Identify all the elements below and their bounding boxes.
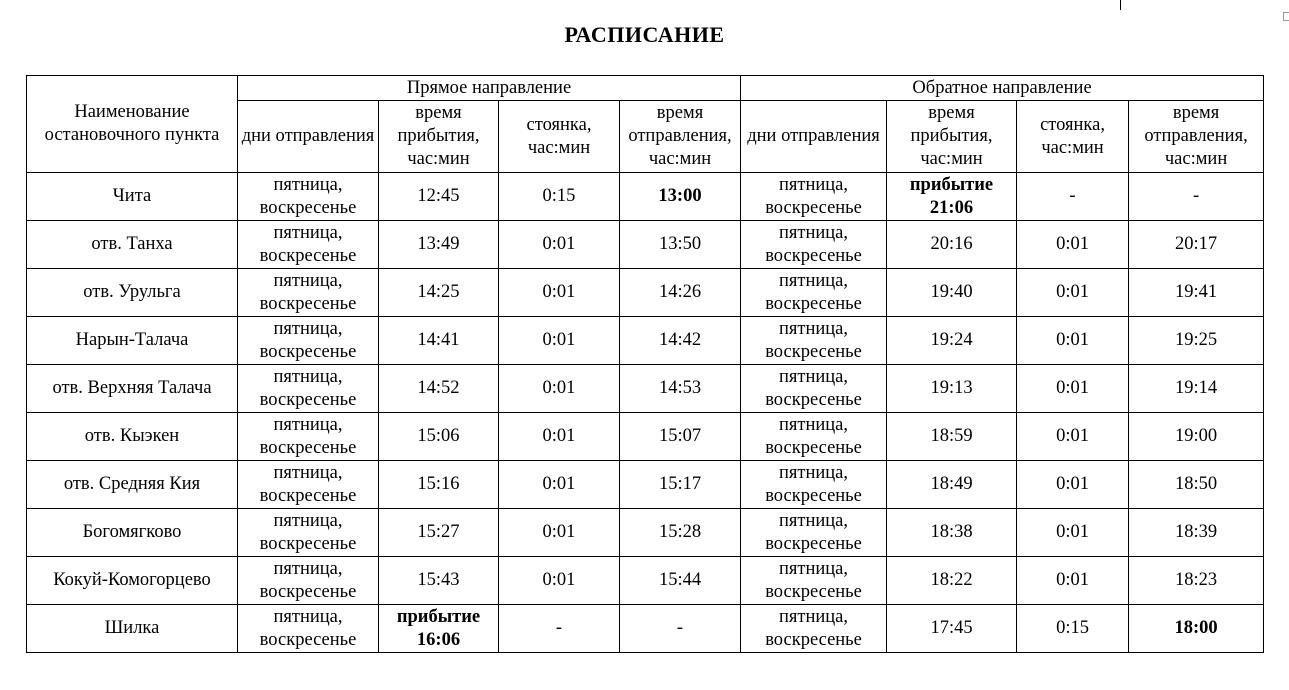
stop-name-cell: отв. Средняя Кия <box>27 461 238 509</box>
forward-arrival-cell: 14:25 <box>379 269 499 317</box>
backward-arrival-cell: 20:16 <box>887 221 1017 269</box>
backward-departure-cell: - <box>1129 173 1264 221</box>
table-row <box>27 509 1264 557</box>
backward-stop-cell: 0:01 <box>1017 365 1129 413</box>
stop-name-cell: Кокуй-Комогорцево <box>27 557 238 605</box>
backward-departure-cell: 19:25 <box>1129 317 1264 365</box>
backward-departure-cell: 18:23 <box>1129 557 1264 605</box>
forward-days-cell: пятница, воскресенье <box>238 461 379 509</box>
backward-arrival-cell: 17:45 <box>887 605 1017 653</box>
forward-arrival-cell: прибытие 16:06 <box>379 605 499 653</box>
forward-days-cell: пятница, воскресенье <box>238 413 379 461</box>
backward-days-cell: пятница, воскресенье <box>741 317 887 365</box>
backward-stop-cell: 0:01 <box>1017 461 1129 509</box>
forward-days-cell: пятница, воскресенье <box>238 365 379 413</box>
forward-days-cell: пятница, воскресенье <box>238 221 379 269</box>
backward-stop-cell: 0:01 <box>1017 557 1129 605</box>
backward-departure-cell: 18:39 <box>1129 509 1264 557</box>
backward-arrival-cell: 19:24 <box>887 317 1017 365</box>
backward-arrival-cell: 18:49 <box>887 461 1017 509</box>
backward-days-cell: пятница, воскресенье <box>741 173 887 221</box>
header-backward-direction: Обратное направление <box>741 76 1264 101</box>
backward-days-cell: пятница, воскресенье <box>741 269 887 317</box>
backward-days-cell: пятница, воскресенье <box>741 221 887 269</box>
table-row <box>27 221 1264 269</box>
forward-stop-cell: 0:01 <box>499 269 620 317</box>
header-backward-arrival: время прибытия, час:мин <box>887 101 1017 173</box>
forward-departure-cell: 14:26 <box>620 269 741 317</box>
table-row <box>27 173 1264 221</box>
forward-departure-cell: 15:17 <box>620 461 741 509</box>
forward-departure-cell: 15:28 <box>620 509 741 557</box>
header-backward-departure: время отправления, час:мин <box>1129 101 1264 173</box>
backward-days-cell: пятница, воскресенье <box>741 605 887 653</box>
header-forward-arrival: время прибытия, час:мин <box>379 101 499 173</box>
backward-arrival-cell: 18:38 <box>887 509 1017 557</box>
forward-arrival-cell: 14:41 <box>379 317 499 365</box>
backward-departure-cell: 18:50 <box>1129 461 1264 509</box>
forward-departure-cell: 15:07 <box>620 413 741 461</box>
stop-name-cell: Богомягково <box>27 509 238 557</box>
forward-stop-cell: 0:01 <box>499 461 620 509</box>
backward-days-cell: пятница, воскресенье <box>741 413 887 461</box>
forward-days-cell: пятница, воскресенье <box>238 557 379 605</box>
forward-days-cell: пятница, воскресенье <box>238 269 379 317</box>
header-stop-name: Наименование остановочного пункта <box>27 76 238 173</box>
forward-arrival-cell: 15:16 <box>379 461 499 509</box>
forward-stop-cell: 0:01 <box>499 509 620 557</box>
forward-stop-cell: 0:01 <box>499 317 620 365</box>
forward-departure-cell: 14:42 <box>620 317 741 365</box>
forward-stop-cell: 0:15 <box>499 173 620 221</box>
backward-days-cell: пятница, воскресенье <box>741 509 887 557</box>
backward-arrival-cell: 18:59 <box>887 413 1017 461</box>
table-row <box>27 269 1264 317</box>
backward-arrival-cell: 19:40 <box>887 269 1017 317</box>
backward-arrival-cell: 19:13 <box>887 365 1017 413</box>
header-forward-days: дни отправления <box>238 101 379 173</box>
forward-departure-cell: 13:00 <box>620 173 741 221</box>
page-title: РАСПИСАНИЕ <box>564 22 725 47</box>
backward-departure-cell: 19:14 <box>1129 365 1264 413</box>
stop-name-cell: Чита <box>27 173 238 221</box>
backward-stop-cell: 0:15 <box>1017 605 1129 653</box>
schedule-body <box>27 76 1264 653</box>
backward-stop-cell: 0:01 <box>1017 269 1129 317</box>
backward-stop-cell: 0:01 <box>1017 317 1129 365</box>
forward-days-cell: пятница, воскресенье <box>238 605 379 653</box>
forward-departure-cell: 15:44 <box>620 557 741 605</box>
forward-arrival-cell: 13:49 <box>379 221 499 269</box>
stop-name-cell: Нарын-Талача <box>27 317 238 365</box>
forward-departure-cell: - <box>620 605 741 653</box>
stop-name-cell: Шилка <box>27 605 238 653</box>
forward-stop-cell: 0:01 <box>499 413 620 461</box>
header-forward-direction: Прямое направление <box>238 76 741 101</box>
forward-arrival-cell: 14:52 <box>379 365 499 413</box>
forward-stop-cell: 0:01 <box>499 221 620 269</box>
forward-departure-cell: 14:53 <box>620 365 741 413</box>
stop-name-cell: отв. Кыэкен <box>27 413 238 461</box>
forward-arrival-cell: 15:06 <box>379 413 499 461</box>
page-corner-mark <box>1120 0 1121 10</box>
header-row-directions <box>27 76 1264 101</box>
table-row <box>27 365 1264 413</box>
forward-stop-cell: 0:01 <box>499 365 620 413</box>
forward-arrival-cell: 12:45 <box>379 173 499 221</box>
header-backward-days: дни отправления <box>741 101 887 173</box>
schedule-table <box>26 75 1264 653</box>
header-forward-departure: время отправления, час:мин <box>620 101 741 173</box>
forward-arrival-cell: 15:27 <box>379 509 499 557</box>
forward-departure-cell: 13:50 <box>620 221 741 269</box>
backward-arrival-cell: прибытие 21:06 <box>887 173 1017 221</box>
backward-stop-cell: 0:01 <box>1017 509 1129 557</box>
stop-name-cell: отв. Верхняя Талача <box>27 365 238 413</box>
header-backward-stop: стоянка, час:мин <box>1017 101 1129 173</box>
backward-days-cell: пятница, воскресенье <box>741 365 887 413</box>
backward-days-cell: пятница, воскресенье <box>741 461 887 509</box>
table-row <box>27 605 1264 653</box>
stop-name-cell: отв. Танха <box>27 221 238 269</box>
table-row <box>27 461 1264 509</box>
backward-departure-cell: 19:00 <box>1129 413 1264 461</box>
forward-days-cell: пятница, воскресенье <box>238 509 379 557</box>
backward-departure-cell: 20:17 <box>1129 221 1264 269</box>
forward-days-cell: пятница, воскресенье <box>238 173 379 221</box>
backward-stop-cell: 0:01 <box>1017 413 1129 461</box>
backward-stop-cell: - <box>1017 173 1129 221</box>
header-forward-stop: стоянка, час:мин <box>499 101 620 173</box>
backward-days-cell: пятница, воскресенье <box>741 557 887 605</box>
table-row <box>27 557 1264 605</box>
backward-arrival-cell: 18:22 <box>887 557 1017 605</box>
stop-name-cell: отв. Урульга <box>27 269 238 317</box>
table-row <box>27 317 1264 365</box>
table-row <box>27 413 1264 461</box>
forward-stop-cell: - <box>499 605 620 653</box>
forward-days-cell: пятница, воскресенье <box>238 317 379 365</box>
forward-stop-cell: 0:01 <box>499 557 620 605</box>
backward-departure-cell: 18:00 <box>1129 605 1264 653</box>
page-edge-mark <box>1283 12 1289 21</box>
backward-stop-cell: 0:01 <box>1017 221 1129 269</box>
forward-arrival-cell: 15:43 <box>379 557 499 605</box>
backward-departure-cell: 19:41 <box>1129 269 1264 317</box>
